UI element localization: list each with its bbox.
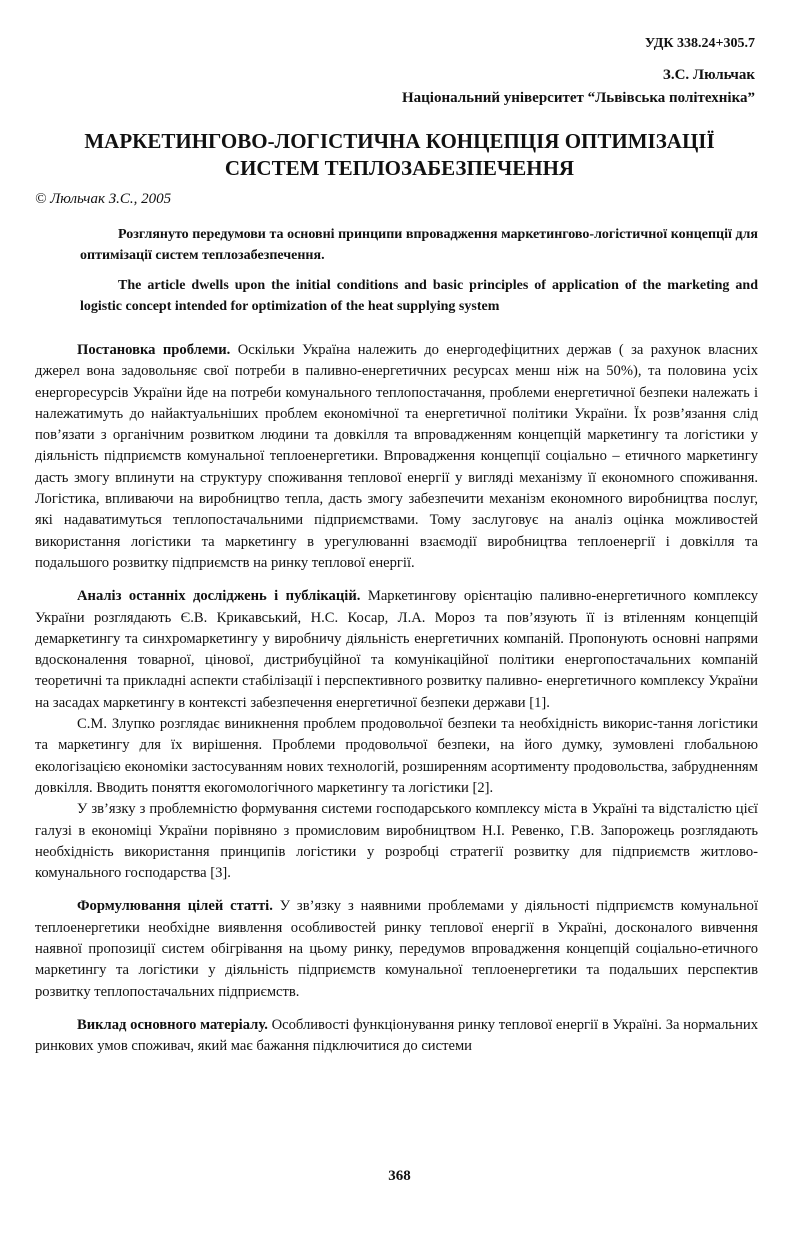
paragraph-text: Оскільки Україна належить до енергодефіцитних держав ( за рахунок власних джерел вона задовольняє свої потреби в паливно-енергетичних ресурсах менш ніж на 50%), та половина усіх енергоресурсів України йде на потреби комунального теплопостачання, проблеми енергетичної безпеки належать і належатимуть до найактуальніших проблем економічної та енергетичної політики України. Їх розв’язання слід пов’язати з органічним розвитком людини та довкілля та впровадженням концепцій маркетингу та логістики у діяльність підприємств комунальної теплоенергетики. Впровадження концепції соціально – етичного маркетингу дасть змогу вплинути на структуру споживання теплової енергії у вигляді механізму її економного споживання. Логістика, впливаючи на виробництво тепла, дасть змогу забезпечити механізм економного виробництва послуг, які надаватимуться теплопостачальними підприємствами. Тому заслуговує на аналіз оцінка можливостей використання логістики та маркетингу в урегулюванні взаємодії виробництва теплоенергії і довкілля та подальшого розвитку підприємств на ринку теплової енергії. (35, 342, 758, 571)
article-title-line-1: МАРКЕТИНГОВО-ЛОГІСТИЧНА КОНЦЕПЦІЯ ОПТИМІЗАЦІЇ (84, 129, 715, 153)
author-affiliation: Національний університет “Львівська політехніка” (401, 90, 755, 106)
section-heading-main: Виклад основного матеріалу. (77, 1016, 268, 1033)
paragraph-main-material (35, 1015, 758, 1058)
article-title (40, 128, 759, 182)
paragraph-goals (35, 896, 758, 1002)
section-heading-problem: Постановка проблеми. (77, 342, 231, 358)
abstract-ukrainian: Розглянуто передумови та основні принципи впровадження маркетингово-логістичної концепції для оптимізації систем теплозабезпечення. (80, 227, 758, 263)
paragraph-zlupko: С.М. Злупко розглядає виникнення проблем продовольчої безпеки та необхідність викорис-тання логістики та маркетингу для їх вирішення. Проблеми продовольчої безпеки, на його думку, зумовлені глобальною екологізацією економіки застосуванням нових технологій, розширенням асортименту продовольства, забрудненням довкілля. Вводить поняття екогомологічного маркетингу та логістики [2]. (35, 716, 758, 796)
section-heading-analysis: Аналіз останніх досліджень і публікацій. (77, 588, 361, 605)
paragraph-text: Маркетингову орієнтацію паливно-енергетичного комплексу України розглядають Є.В. Крикавський, Н.С. Косар, Л.А. Мороз та пов’язують її із втіленням концепцій демаркетингу та синхромаркетингу у виробничу діяльність енергетичних компаній. Пропонують основні напрями вдосконалення товарної, цінової, дистрибуційної та комунікаційної політики енергопостачальних компаній теоретичні та прикладні аспекти стабілізації і перспективного розвитку паливно- енергетичного комплексу України на засадах маркетингу в контексті забезпечення енергетичної безпеки держави [1]. (35, 588, 758, 711)
section-heading-goals: Формулювання цілей статті. (77, 898, 273, 915)
udk-code: УДК 338.24+305.7 (644, 36, 755, 51)
paragraph-literature-analysis (35, 586, 758, 714)
paragraph-revenko: У зв’язку з проблемністю формування системи господарського комплексу міста в Україні та відсталістю цієї галузі в економіці України порівняно з промисловим виробництвом Н.І. Ревенко, Г.В. Запорожець розглядають необхідність використання принципів логістики у розробці стратегії розвитку для підприємств житлово-комунального господарства [3]. (35, 801, 758, 882)
article-title-line-2: СИСТЕМ ТЕПЛОЗАБЕЗПЕЧЕННЯ (224, 156, 575, 180)
paragraph-text: У зв’язку з наявними проблемами у діяльності підприємств комунальної теплоенергетики необхідне виявлення особливостей ринку теплової енергії в Україні, досконалого вивчення наявної пропозиції систем обігрівання на цьому ринку, передумов впровадження концепцій соціально-етичного маркетингу та логістики у діяльність підприємств комунальної теплоенергетики та подальших перспектив розвитку теплопостачальних підприємств. (35, 898, 758, 1000)
paragraph-text: Особливості функціонування ринку теплової енергії в Україні. За нормальних ринкових умов споживач, який має бажання підключитися до системи (35, 1016, 758, 1055)
abstract-english: The article dwells upon the initial conditions and basic principles of application of the marketing and logistic concept intended for optimization of the heat supplying system (80, 278, 758, 314)
article-body (35, 340, 758, 1058)
copyright-notice: © Люльчак З.С., 2005 (35, 191, 172, 207)
author-name: З.С. Люльчак (662, 67, 755, 83)
page-number: 368 (388, 1168, 411, 1184)
paragraph-problem-statement (35, 340, 758, 574)
